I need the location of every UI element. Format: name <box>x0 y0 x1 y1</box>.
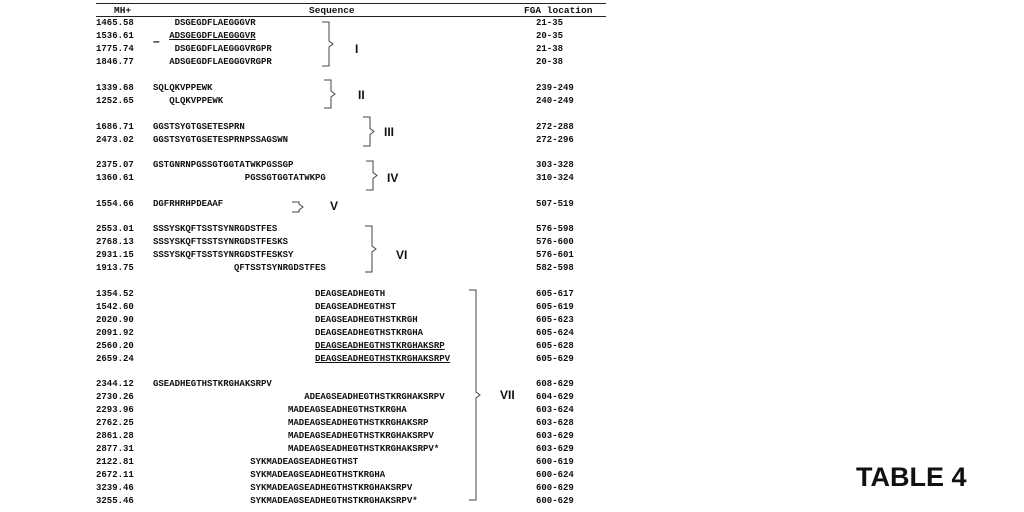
dash-mark: – <box>153 34 160 48</box>
fga-location: 576-600 <box>536 237 574 247</box>
peptide-sequence: SYKMADEAGSEADHEGTHSTKRGHAKSRPV <box>250 483 413 493</box>
peptide-sequence: DGFRHRHPDEAAF <box>153 199 224 209</box>
brace-3 <box>363 117 374 146</box>
fga-location: 272-296 <box>536 135 574 145</box>
fga-location: 608-629 <box>536 379 574 389</box>
mh-value: 2672.11 <box>96 470 134 480</box>
peptide-sequence: SQLQKVPPEWK <box>153 83 213 93</box>
fga-location: 605-629 <box>536 354 574 364</box>
peptide-sequence: GGSTSYGTGSETESPRN <box>153 122 245 132</box>
fga-location: 239-249 <box>536 83 574 93</box>
grouping-braces <box>96 0 608 512</box>
mh-value: 1686.71 <box>96 122 134 132</box>
mh-value: 2861.28 <box>96 431 134 441</box>
fga-location: 576-601 <box>536 250 574 260</box>
mh-value: 1360.61 <box>96 173 134 183</box>
mh-value: 3255.46 <box>96 496 134 506</box>
fga-location: 605-624 <box>536 328 574 338</box>
mh-value: 2877.31 <box>96 444 134 454</box>
brace-4 <box>366 161 377 190</box>
mh-value: 1536.61 <box>96 31 134 41</box>
peptide-sequence: PGSSGTGGTATWKPG <box>244 173 326 183</box>
peptide-sequence: MADEAGSEADHEGTHSTKRGHAKSRP <box>288 418 429 428</box>
mh-value: 2762.25 <box>96 418 134 428</box>
fga-location: 310-324 <box>536 173 574 183</box>
peptide-sequence: MADEAGSEADHEGTHSTKRGHAKSRPV <box>288 431 434 441</box>
mh-value: 1252.65 <box>96 96 134 106</box>
peptide-sequence: GGSTSYGTGSETESPRNPSSAGSWN <box>153 135 289 145</box>
peptide-sequence: SSSYSKQFTSSTSYNRGDSTFESKS <box>153 237 289 247</box>
mh-value: 1339.68 <box>96 83 134 93</box>
brace-1 <box>322 22 333 66</box>
peptide-sequence: SSSYSKQFTSSTSYNRGDSTFESKSY <box>153 250 294 260</box>
peptide-sequence: DSGEGDFLAEGGGVRGPR <box>174 44 272 54</box>
fga-location: 605-623 <box>536 315 574 325</box>
peptide-sequence: SYKMADEAGSEADHEGTHST <box>250 457 359 467</box>
peptide-sequence: ADSGEGDFLAEGGGVR <box>169 31 256 41</box>
fga-location: 605-617 <box>536 289 574 299</box>
peptide-sequence: SYKMADEAGSEADHEGTHSTKRGHAKSRPV* <box>250 496 418 506</box>
group-label-IV: IV <box>387 171 399 185</box>
fga-location: 600-629 <box>536 483 574 493</box>
fga-location: 303-328 <box>536 160 574 170</box>
fga-location: 21-35 <box>536 18 564 28</box>
fga-location: 603-628 <box>536 418 574 428</box>
fga-location: 603-624 <box>536 405 574 415</box>
peptide-sequence: DEAGSEADHEGTHST <box>315 302 397 312</box>
mh-value: 2091.92 <box>96 328 134 338</box>
fga-location: 605-619 <box>536 302 574 312</box>
brace-5 <box>292 202 303 212</box>
fga-location: 600-629 <box>536 496 574 506</box>
peptide-sequence: GSEADHEGTHSTKRGHAKSRPV <box>153 379 272 389</box>
table-title: TABLE 4 <box>856 462 967 492</box>
fga-location: 600-619 <box>536 457 574 467</box>
fga-location: 605-628 <box>536 341 574 351</box>
mh-value: 2931.15 <box>96 250 134 260</box>
header-location: FGA location <box>524 5 593 16</box>
mh-value: 2560.20 <box>96 341 134 351</box>
header-mh: MH+ <box>114 5 132 16</box>
mh-value: 2768.13 <box>96 237 134 247</box>
mh-value: 1542.60 <box>96 302 134 312</box>
peptide-sequence: ADSGEGDFLAEGGGVRGPR <box>169 57 272 67</box>
mh-value: 2473.02 <box>96 135 134 145</box>
fga-location: 576-598 <box>536 224 574 234</box>
mh-value: 1554.66 <box>96 199 134 209</box>
mh-value: 2020.90 <box>96 315 134 325</box>
mh-value: 2293.96 <box>96 405 134 415</box>
peptide-table <box>96 0 608 512</box>
peptide-sequence: ADEAGSEADHEGTHSTKRGHAKSRPV <box>304 392 445 402</box>
peptide-sequence: SYKMADEAGSEADHEGTHSTKRGHA <box>250 470 386 480</box>
peptide-sequence: DEAGSEADHEGTHSTKRGH <box>315 315 418 325</box>
group-label-VI: VI <box>396 248 408 262</box>
peptide-sequence: QLQKVPPEWK <box>169 96 224 106</box>
peptide-sequence: DEAGSEADHEGTH <box>315 289 386 299</box>
mh-value: 3239.46 <box>96 483 134 493</box>
fga-location: 603-629 <box>536 431 574 441</box>
mh-value: 1465.58 <box>96 18 134 28</box>
fga-location: 582-598 <box>536 263 574 273</box>
mh-value: 2730.26 <box>96 392 134 402</box>
fga-location: 604-629 <box>536 392 574 402</box>
group-label-V: V <box>330 199 339 213</box>
group-label-VII: VII <box>500 388 515 402</box>
peptide-sequence: GSTGNRNPGSSGTGGTATWKPGSSGP <box>153 160 294 170</box>
header-sequence: Sequence <box>309 5 355 16</box>
group-label-I: I <box>355 42 359 56</box>
mh-value: 2553.01 <box>96 224 134 234</box>
mh-value: 2344.12 <box>96 379 134 389</box>
mh-value: 2375.07 <box>96 160 134 170</box>
mh-value: 1846.77 <box>96 57 134 67</box>
fga-location: 507-519 <box>536 199 574 209</box>
brace-2 <box>324 80 335 108</box>
peptide-sequence: DEAGSEADHEGTHSTKRGHAKSRP <box>315 341 445 351</box>
mh-value: 1354.52 <box>96 289 134 299</box>
peptide-sequence: MADEAGSEADHEGTHSTKRGHAKSRPV* <box>288 444 440 454</box>
mh-value: 1775.74 <box>96 44 134 54</box>
fga-location: 600-624 <box>536 470 574 480</box>
fga-location: 21-38 <box>536 44 564 54</box>
fga-location: 240-249 <box>536 96 574 106</box>
peptide-sequence: DEAGSEADHEGTHSTKRGHAKSRPV <box>315 354 451 364</box>
peptide-sequence: QFTSSTSYNRGDSTFES <box>234 263 326 273</box>
fga-location: 20-38 <box>536 57 564 67</box>
peptide-sequence: DEAGSEADHEGTHSTKRGHA <box>315 328 424 338</box>
fga-location: 272-288 <box>536 122 574 132</box>
peptide-sequence: MADEAGSEADHEGTHSTKRGHA <box>288 405 407 415</box>
group-label-II: II <box>358 88 365 102</box>
mh-value: 1913.75 <box>96 263 134 273</box>
group-label-III: III <box>384 125 395 139</box>
peptide-sequence: SSSYSKQFTSSTSYNRGDSTFES <box>153 224 278 234</box>
brace-6 <box>365 226 376 272</box>
brace-7 <box>469 290 480 500</box>
fga-location: 20-35 <box>536 31 564 41</box>
peptide-sequence: DSGEGDFLAEGGGVR <box>174 18 256 28</box>
mh-value: 2659.24 <box>96 354 134 364</box>
fga-location: 603-629 <box>536 444 574 454</box>
mh-value: 2122.81 <box>96 457 134 467</box>
